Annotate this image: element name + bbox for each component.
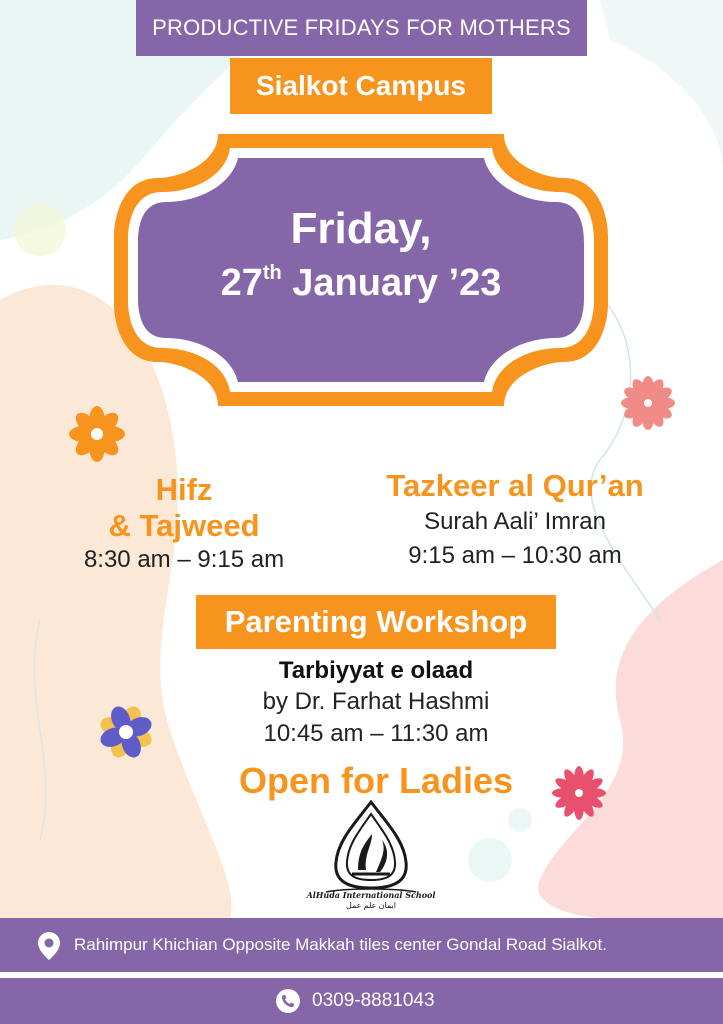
date-ordinal: th [262,262,282,284]
event-date [108,262,614,305]
flower-icon [66,403,128,465]
flower-icon [96,702,156,762]
phone-icon [276,989,300,1013]
phone-bar [0,978,723,1024]
tazkeer-session-title: Tazkeer al Qur’an [386,468,644,503]
campus-badge: Sialkot Campus [230,58,492,114]
audience-note: Open for Ladies [238,760,514,801]
event-series-title: PRODUCTIVE FRIDAYS FOR MOTHERS [136,0,587,56]
workshop-topic: Tarbiyyat e olaad [278,657,474,684]
date-day-number: 27 [220,262,263,304]
date-month-year: January ’23 [281,262,502,304]
workshop-badge: Parenting Workshop [196,595,556,649]
logo-school-name: AlHuda International School [306,890,436,900]
workshop-time: 10:45 am – 11:30 am [263,720,489,747]
location-pin-icon [38,932,60,960]
hifz-title-line2: & Tajweed [108,508,260,543]
hifz-session-title [70,472,298,544]
hifz-session-time: 8:30 am – 9:15 am [83,546,285,573]
hifz-title-line1: Hifz [155,472,213,507]
logo-motto: ایمان علم عمل [345,901,397,910]
tazkeer-session-time: 9:15 am – 10:30 am [408,542,622,569]
address-text: Rahimpur Khichian Opposite Makkah tiles center Gondal Road Sialkot. [74,935,607,954]
address-bar [0,918,723,972]
tazkeer-session-subtitle: Surah Aali’ Imran [424,508,606,535]
flower-icon [618,373,678,433]
phone-number: 0309-8881043 [312,990,435,1011]
workshop-speaker: by Dr. Farhat Hashmi [262,688,490,715]
event-day: Friday, [290,204,432,253]
